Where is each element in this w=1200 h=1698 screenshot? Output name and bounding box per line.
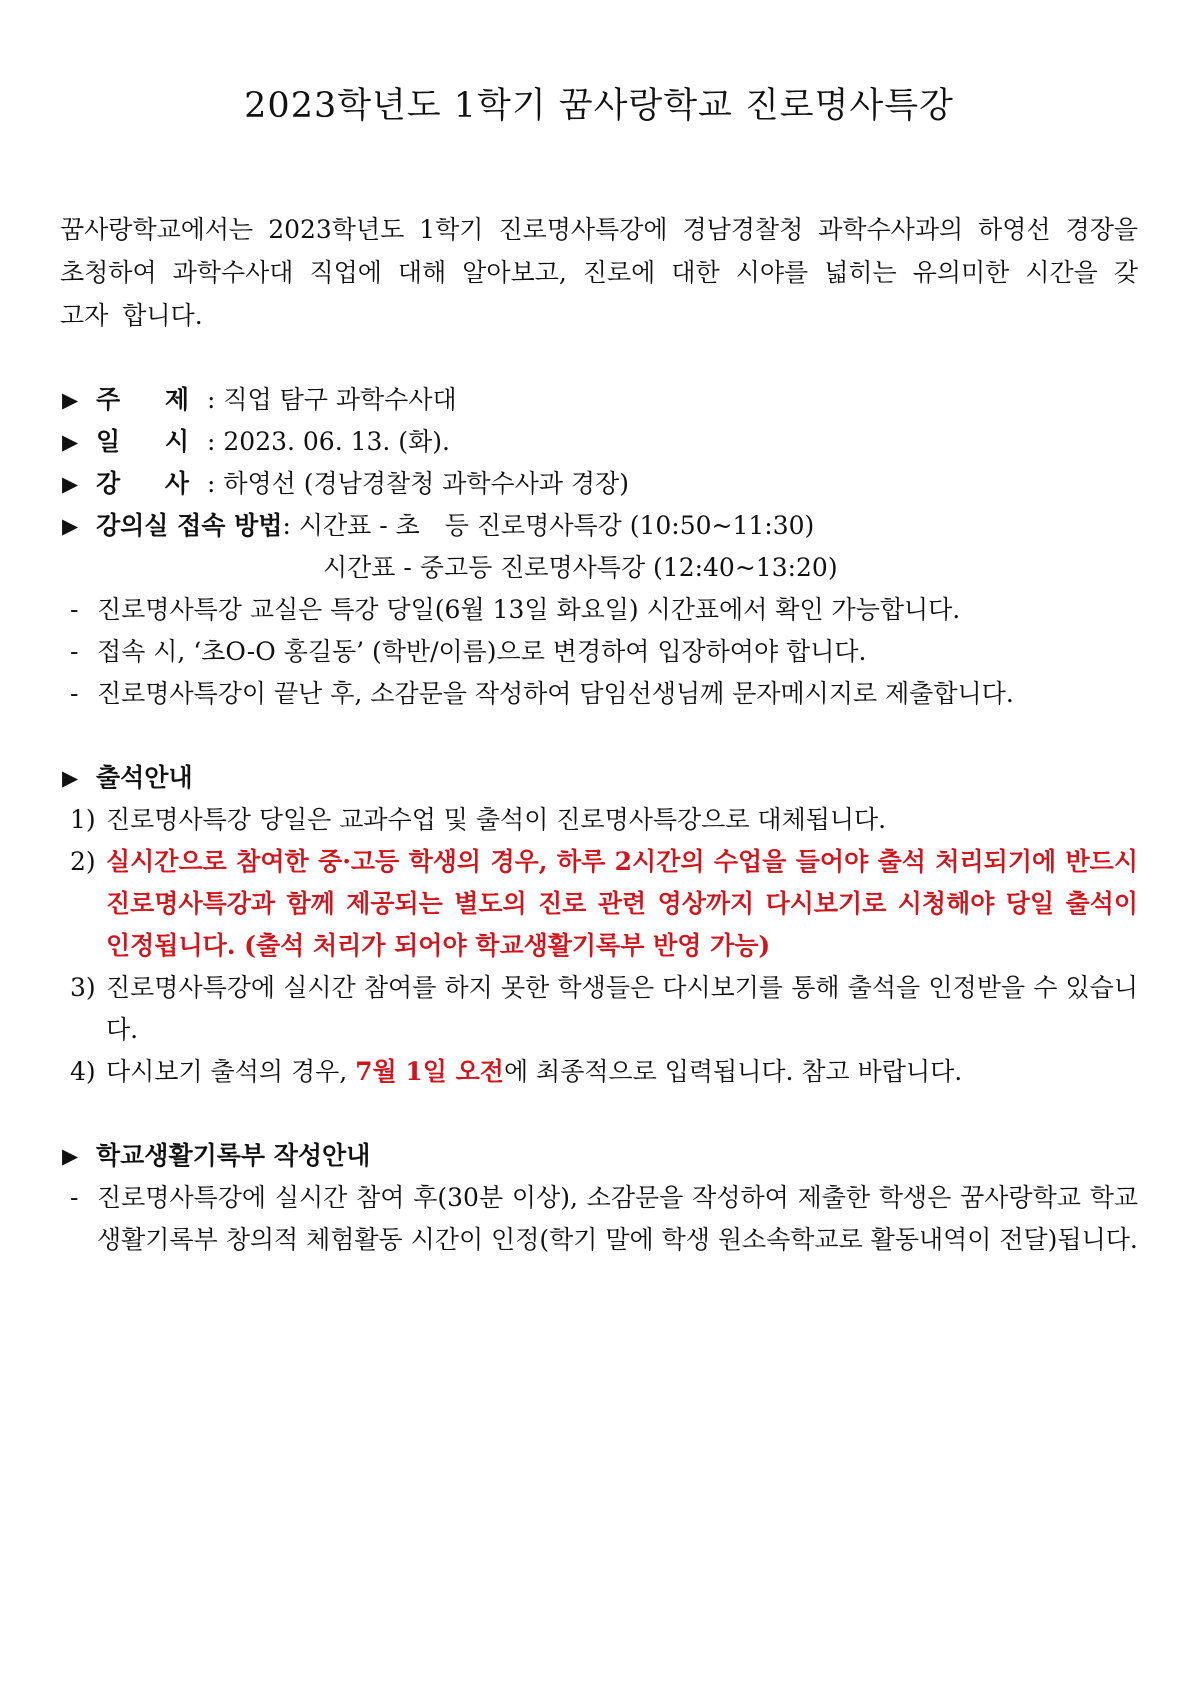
item-text: 진로명사특강에 실시간 참여를 하지 못한 학생들은 다시보기를 통해 출석을 인정받을 수 있습니다. (106, 973, 1138, 1044)
attendance-item (70, 967, 1138, 1051)
intro-paragraph: 꿈사랑학교에서는 2023학년도 1학기 진로명사특강에 경남경찰청 과학수사과의 하영선 경장을 초청하여 과학수사대 직업에 대해 알아보고, 진로에 대한 시야를 넓히는 유의미한 시간을 갖고자 합니다. (60, 215, 1138, 330)
event-info (60, 379, 1138, 715)
access-line-elementary: : 시간표 - 초 등 진로명사특강 (10:50~11:30) (282, 511, 815, 540)
topic-value: : 직업 탐구 과학수사대 (207, 385, 457, 414)
bullet-triangle-icon: ▶ (62, 766, 79, 790)
attendance-heading: 출석안내 (96, 763, 193, 792)
dash-marker: - (70, 595, 79, 624)
record-text: 진로명사특강에 실시간 참여 후(30분 이상), 소감문을 작성하여 제출한 학생은 꿈사랑학교 학교생활기록부 창의적 체험활동 시간이 인정(학기 말에 학생 원소속학교로 활동내역이 전달)됩니다. (97, 1183, 1138, 1254)
dash-marker: - (70, 637, 79, 666)
info-note-text: 접속 시, ‘초O-O 홍길동’ (학반/이름)으로 변경하여 입장하여야 합니다. (97, 637, 867, 666)
attendance-heading-row (60, 757, 1138, 799)
bullet-triangle-icon: ▶ (62, 1144, 79, 1168)
attendance-item (70, 841, 1138, 967)
attendance-item (70, 799, 1138, 841)
date-label: 일 시 (96, 427, 208, 456)
topic-row (60, 379, 1138, 421)
info-note (60, 631, 1138, 673)
item-number: 1) (70, 805, 96, 834)
item-number: 3) (70, 973, 96, 1002)
dash-marker: - (70, 679, 79, 708)
access-line-secondary: 시간표 - 중고등 진로명사특강 (12:40~13:20) (323, 553, 838, 582)
lecturer-value: : 하영선 (경남경찰청 과학수사과 경장) (207, 469, 629, 498)
dash-marker: - (70, 1183, 79, 1212)
info-note (60, 673, 1138, 715)
bullet-triangle-icon: ▶ (62, 430, 79, 454)
lecturer-label: 강 사 (96, 469, 208, 498)
bullet-triangle-icon: ▶ (62, 472, 79, 496)
item-number: 2) (70, 847, 96, 876)
info-note-text: 진로명사특강이 끝난 후, 소감문을 작성하여 담임선생님께 문자메시지로 제출합니다. (97, 679, 1014, 708)
date-value: : 2023. 06. 13. (화). (207, 427, 450, 456)
attendance-list (60, 799, 1138, 1093)
record-section (60, 1135, 1138, 1261)
access-row (60, 505, 1138, 547)
highlighted-date: 7월 1일 오전 (355, 1057, 504, 1086)
attendance-section (60, 757, 1138, 1093)
info-note (60, 589, 1138, 631)
item-text: 진로명사특강 당일은 교과수업 및 출석이 진로명사특강으로 대체됩니다. (106, 805, 887, 834)
document-title: 2023학년도 1학기 꿈사랑학교 진로명사특강 (244, 86, 954, 126)
bullet-triangle-icon: ▶ (62, 514, 79, 538)
item-number: 4) (70, 1057, 96, 1086)
item-text (106, 1051, 1138, 1093)
record-heading: 학교생활기록부 작성안내 (96, 1141, 371, 1170)
record-item (60, 1177, 1138, 1261)
item-text-part: 에 최종적으로 입력됩니다. 참고 바랍니다. (503, 1057, 963, 1086)
access-label: 강의실 접속 방법 (96, 511, 283, 540)
attendance-item (70, 1051, 1138, 1093)
record-heading-row (60, 1135, 1138, 1177)
access-row-secondary (60, 547, 1138, 589)
lecturer-row (60, 463, 1138, 505)
item-text-part: 다시보기 출석의 경우, (106, 1057, 356, 1086)
info-note-text: 진로명사특강 교실은 특강 당일(6월 13일 화요일) 시간표에서 확인 가능합니다. (97, 595, 961, 624)
date-row (60, 421, 1138, 463)
bullet-triangle-icon: ▶ (62, 388, 79, 412)
topic-label: 주 제 (96, 385, 208, 414)
item-text-highlighted: 실시간으로 참여한 중·고등 학생의 경우, 하루 2시간의 수업을 들어야 출석 처리되기에 반드시 진로명사특강과 함께 제공되는 별도의 진로 관련 영상까지 다시보기로 시청해야 당일 출석이 인정됩니다. (출석 처리가 되어야 학교생활기록부 반영 가능) (106, 847, 1138, 960)
